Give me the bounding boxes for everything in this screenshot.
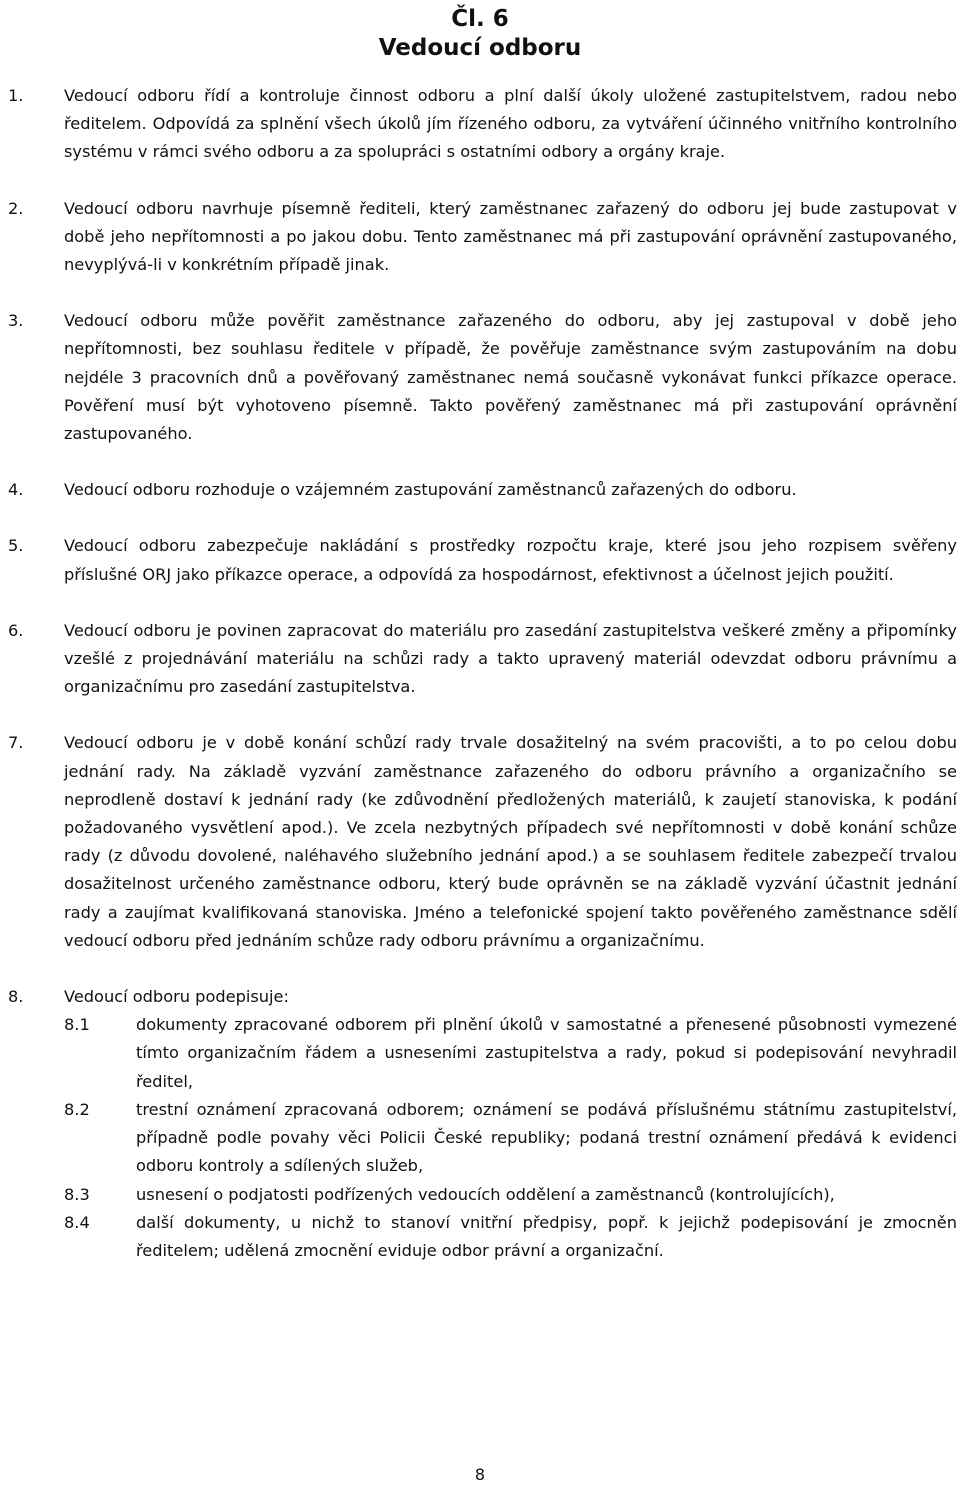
article-body [8,82,957,1293]
subitem-8-1 [64,1011,957,1096]
paragraph-3 [8,307,957,448]
paragraph-text: Vedoucí odboru podepisuje: [64,987,289,1007]
paragraph-7 [8,729,957,955]
paragraph-text: Vedoucí odboru navrhuje písemně řediteli, který zaměstnanec zařazený do odboru jej bude zastupovat v době jeho nepřítomnosti a po jakou dobu. Tento zaměstnanec má při zastupování oprávnění zastupovaného, nevyplývá-li v konkrétním případě jinak. [64,198,957,275]
paragraph-number: 2. [8,198,24,218]
paragraph-number: 8. [8,987,24,1007]
subitem-8-2 [64,1096,957,1181]
article-number: Čl. 6 [451,6,509,32]
paragraph-5 [8,532,957,588]
subitem-list [64,1011,957,1265]
paragraph-text: Vedoucí odboru řídí a kontroluje činnost odboru a plní další úkoly uložené zastupitelstvem, radou nebo ředitelem. Odpovídá za splnění všech úkolů jím řízeného odboru, za vytváření účinného vnitřního kontrolního systému v rámci svého odboru a za spolupráci s ostatními odbory a orgány kraje. [64,86,957,162]
paragraph-4 [8,476,957,504]
subitem-number: 8.3 [64,1184,90,1204]
paragraph-8 [8,983,957,1265]
paragraph-number: 7. [8,733,24,753]
subitem-8-3 [64,1181,957,1209]
paragraph-text: Vedoucí odboru může pověřit zaměstnance zařazeného do odboru, aby jej zastupoval v době jeho nepřítomnosti, bez souhlasu ředitele v případě, že pověřuje zaměstnance svým zastupováním na dobu nejdéle 3 pracovních dnů a pověřovaný zaměstnanec nemá současně vykonávat funkci příkazce operace. Pověření musí být vyhotoveno písemně. Takto pověřený zaměstnanec má při zastupování oprávnění zastupovaného. [64,311,957,444]
paragraph-1 [8,82,957,167]
subitem-number: 8.4 [64,1212,90,1232]
subitem-text: další dokumenty, u nichž to stanoví vnitřní předpisy, popř. k jejichž podepisování je zmocněn ředitelem; udělená zmocnění eviduje odbor právní a organizační. [136,1212,957,1260]
subitem-number: 8.1 [64,1015,90,1035]
paragraph-text: Vedoucí odboru rozhoduje o vzájemném zastupování zaměstnanců zařazených do odboru. [64,480,797,500]
paragraph-text: Vedoucí odboru zabezpečuje nakládání s prostředky rozpočtu kraje, které jsou jeho rozpisem svěřeny příslušné ORJ jako příkazce operace, a odpovídá za hospodárnost, efektivnost a účelnost jejich použití. [64,536,957,584]
subitem-text: trestní oznámení zpracovaná odborem; oznámení se podává příslušnému státnímu zastupitelství, případně podle povahy věci Policii České republiky; podaná trestní oznámení předává k evidenci odboru kontroly a sdílených služeb, [136,1099,957,1176]
page-number: 8 [474,1465,486,1484]
paragraph-content [64,983,957,1265]
subitem-8-4 [64,1209,957,1265]
paragraph-text: Vedoucí odboru je v době konání schůzí rady trvale dosažitelný na svém pracovišti, a to po celou dobu jednání rady. Na základě vyzvání zaměstnance zařazeného do odboru právního a organizačního se neprodleně dostaví k jednání rady (ke zdůvodnění předložených materiálů, k zaujetí stanoviska, k podání požadovaného vysvětlení apod.). Ve zcela nezbytných případech své nepřítomnosti v době konání schůze rady (z důvodu dovolené, naléhavého služebního jednání apod.) a se souhlasem ředitele zabezpečí trvalou dosažitelnost určeného zaměstnance odboru, který bude oprávněn se na základě vyzvání účastnit jednání rady a zaujímat kvalifikovaná stanoviska. Jméno a telefonické spojení takto pověřeného zaměstnance sdělí vedoucí odboru před jednáním schůze rady odboru právnímu a organizačnímu. [64,733,957,950]
subitem-text: usnesení o podjatosti podřízených vedoucích oddělení a zaměstnanců (kontrolujících), [136,1184,835,1204]
article-title: Vedoucí odboru [378,35,582,61]
subitem-number: 8.2 [64,1099,90,1119]
subitem-text: dokumenty zpracované odborem při plnění úkolů v samostatné a přenesené působnosti vymezené tímto organizačním řádem a usneseními zastupitelstva a rady, pokud si podepisování nevyhradil ředitel, [136,1015,957,1091]
paragraph-number: 4. [8,480,24,500]
paragraph-number: 5. [8,536,24,556]
paragraph-6 [8,617,957,702]
paragraph-2 [8,195,957,280]
paragraph-number: 3. [8,311,24,331]
paragraph-number: 1. [8,86,24,105]
paragraph-number: 6. [8,620,24,640]
paragraph-text: Vedoucí odboru je povinen zapracovat do materiálu pro zasedání zastupitelstva veškeré změny a připomínky vzešlé z projednávání materiálu na schůzi rady a takto upravený materiál odevzdat odboru právnímu a organizačnímu pro zasedání zastupitelstva. [64,620,957,697]
